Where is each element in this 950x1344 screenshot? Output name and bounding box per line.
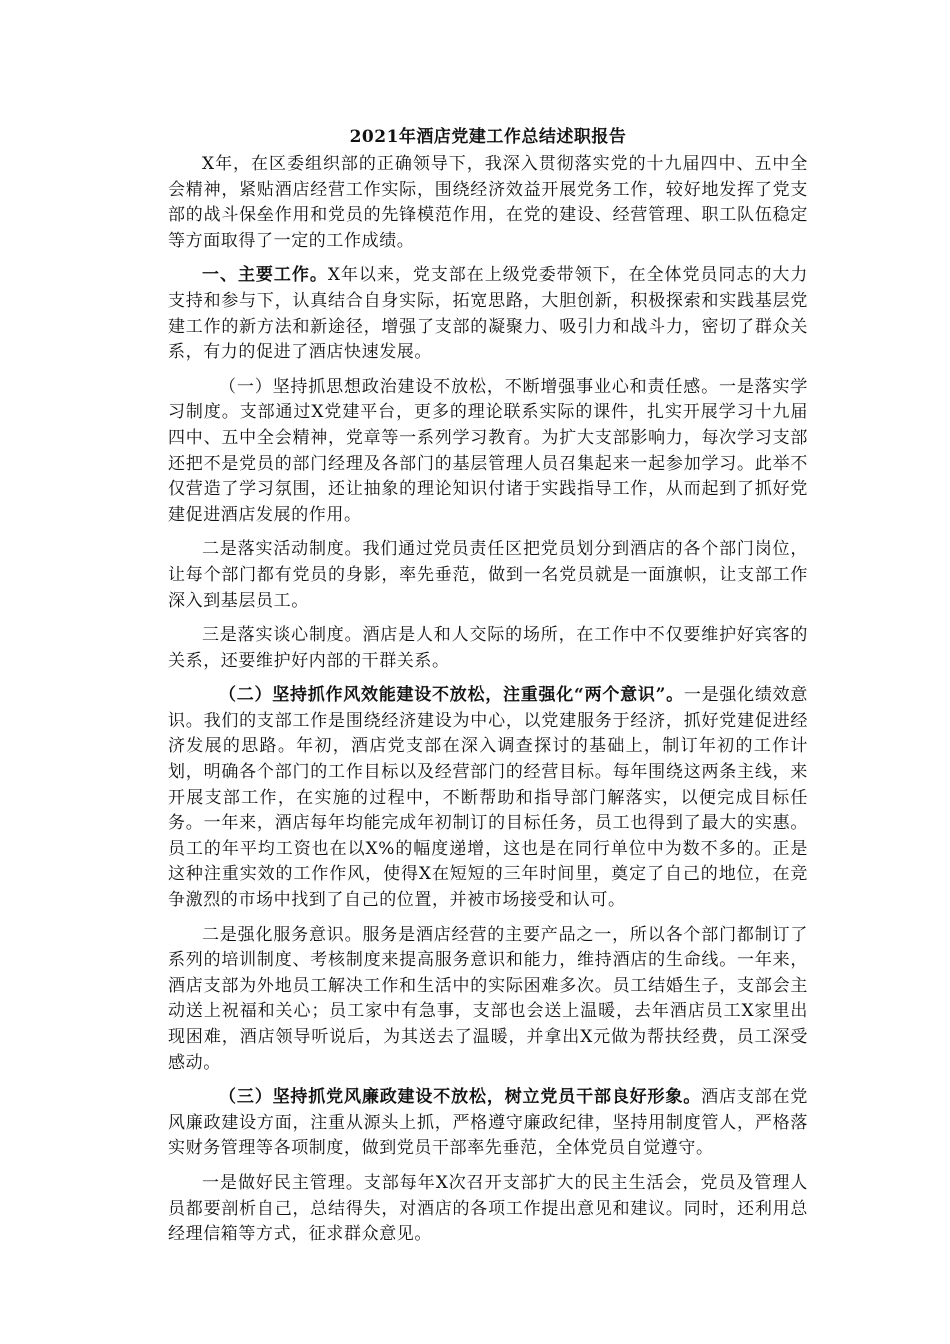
paragraph-democratic-management [168, 1171, 808, 1248]
paragraph-text: 三是落实谈心制度。酒店是人和人交际的场所，在工作中不仅要维护好宾客的关系，还要维护好内部的干群关系。 [168, 625, 808, 671]
paragraph-text: 一是做好民主管理。支部每年X次召开支部扩大的民主生活会，党员及管理人员都要剖析自己，总结得失，对酒店的各项工作提出意见和建议。同时，还利用总经理信箱等方式，征求群众意见。 [168, 1172, 808, 1245]
section-heading: （二）坚持抓作风效能建设不放松，注重强化“两个意识”。 [219, 685, 684, 706]
paragraph-section-1 [168, 375, 808, 529]
paragraph-text: （一）坚持抓思想政治建设不放松，不断增强事业心和责任感。一是落实学习制度。支部通过X党建平台，更多的理论联系实际的课件，扎实开展学习十九届四中、五中全会精神，党章等一系列学习教育。为扩大支部影响力，每次学习支部还把不是党员的部门经理及各部门的基层管理人员召集起来一起参加学习。此举不仅营造了学习氛围，还让抽象的理论知识付诸于实践指导工作，从而起到了抓好党建促进酒店发展的作用。 [168, 376, 808, 525]
section-heading: （三）坚持抓党风廉政建设不放松，树立党员干部良好形象。 [219, 1087, 702, 1108]
paragraph-text: X年以来，党支部在上级党委带领下，在全体党员同志的大力支持和参与下，认真结合自身实际，拓宽思路，大胆创新，积极探索和实践基层党建工作的新方法和新途径，增强了支部的凝聚力、吸引力和战斗力，密切了群众关系，有力的促进了酒店快速发展。 [168, 265, 808, 363]
paragraph-section-2 [168, 683, 808, 913]
paragraph-section-3 [168, 1085, 808, 1162]
paragraph-activity-system [168, 537, 808, 614]
paragraph-text: 一是强化绩效意识。我们的支部工作是围绕经济建设为中心，以党建服务于经济，抓好党建促进经济发展的思路。年初，酒店党支部在深入调查探讨的基础上，制订年初的工作计划，明确各个部门的工作目标以及经营部门的经营目标。每年围绕这两条主线，来开展支部工作，在实施的过程中，不断帮助和指导部门解落实，以便完成目标任务。一年来，酒店每年均能完成年初制订的目标任务，员工也得到了最大的实惠。员工的年平均工资也在以X%的幅度递增，这也是在同行单位中为数不多的。正是这种注重实效的工作作风，使得X在短短的三年时间里，奠定了自己的地位，在竞争激烈的市场中找到了自己的位置，并被市场接受和认可。 [168, 685, 808, 911]
paragraph-text: 酒店支部在党风廉政建设方面，注重从源头上抓，严格遵守廉政纪律，坚持用制度管人，严格落实财务管理等各项制度，做到党员干部率先垂范，全体党员自觉遵守。 [168, 1087, 808, 1159]
paragraph-service-awareness [168, 923, 808, 1077]
document-page [168, 124, 808, 1248]
document-title: 2021年酒店党建工作总结述职报告 [349, 127, 627, 147]
paragraph-text: 二是落实活动制度。我们通过党员责任区把党员划分到酒店的各个部门岗位，让每个部门都有党员的身影，率先垂范，做到一名党员就是一面旗帜，让支部工作深入到基层员工。 [168, 539, 808, 611]
paragraph-text: X年，在区委组织部的正确领导下，我深入贯彻落实党的十九届四中、五中全会精神，紧贴酒店经营工作实际，围绕经济效益开展党务工作，较好地发挥了党支部的战斗保垒作用和党员的先锋模范作用，在党的建设、经营管理、职工队伍稳定等方面取得了一定的工作成绩。 [168, 154, 808, 251]
paragraph-text: 二是强化服务意识。服务是酒店经营的主要产品之一，所以各个部门都制订了系列的培训制度、考核制度来提高服务意识和能力，维持酒店的生命线。一年来，酒店支部为外地员工解决工作和生活中的实际困难多次。员工结婚生子，支部会主动送上祝福和关心；员工家中有急事，支部也会送上温暖，去年酒店员工X家里出现困难，酒店领导听说后，为其送去了温暖，并拿出X元做为帮扶经费，员工深受感动。 [168, 924, 808, 1073]
paragraph-main-work [168, 263, 808, 365]
section-heading: 一、主要工作。 [202, 265, 328, 286]
paragraph-talk-system [168, 623, 808, 674]
paragraph-intro [168, 152, 808, 254]
